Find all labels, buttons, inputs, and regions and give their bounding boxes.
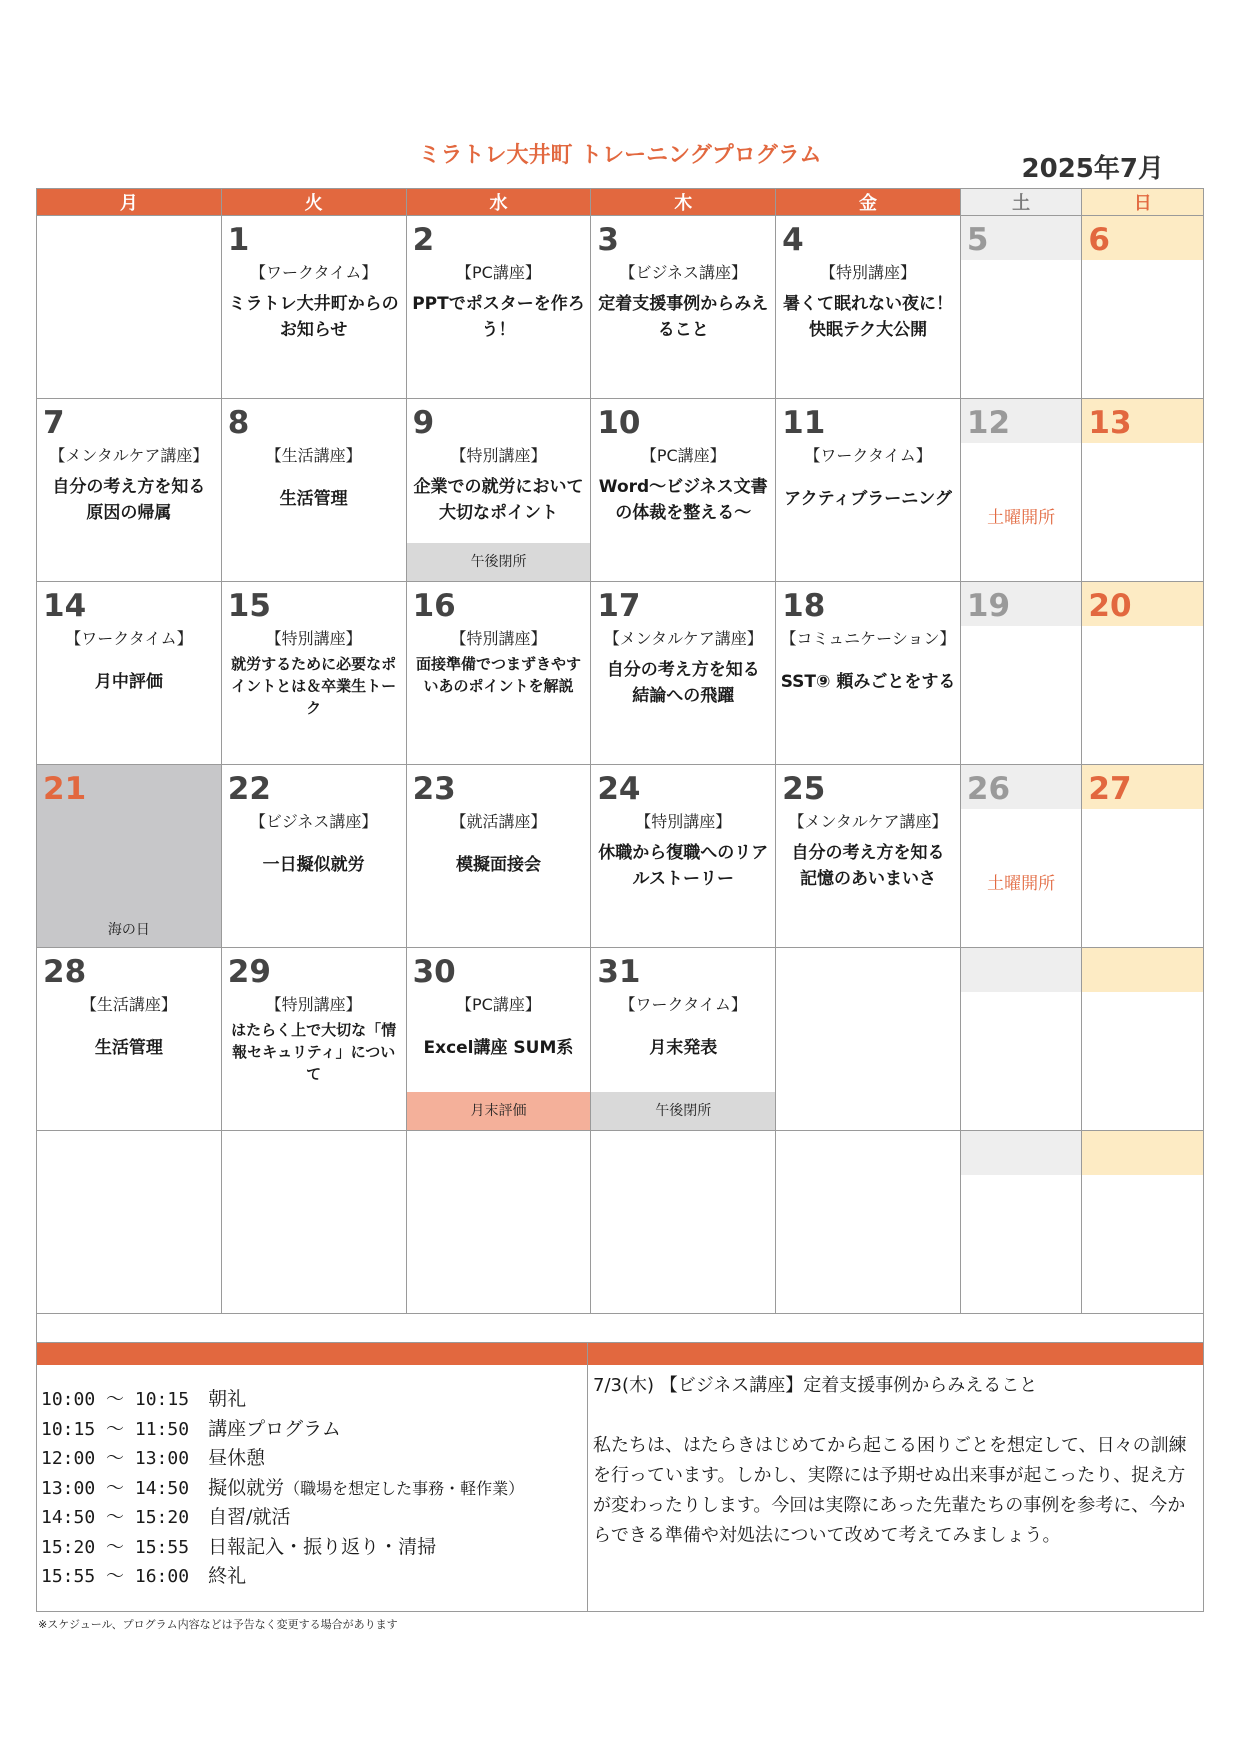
day-number: 22 [227, 771, 271, 807]
event-category: 【ワークタイム】 [249, 263, 378, 282]
day-number: 3 [597, 222, 619, 258]
day-cell [221, 765, 406, 948]
week-row [37, 948, 1204, 1131]
event-title: 企業での就労において大切なポイント [413, 477, 584, 523]
day-cell [221, 948, 406, 1131]
day-number: 6 [1088, 222, 1110, 258]
weekday-wed: 水 [406, 189, 591, 216]
schedule-time: 10:15 ～ 11:50 [41, 1418, 190, 1440]
schedule-time: 12:00 ～ 13:00 [41, 1448, 190, 1469]
day-cell [591, 216, 776, 399]
day-number: 15 [227, 588, 271, 624]
event-category: 【コミュニケーション】 [780, 629, 956, 648]
schedule-label: 昼休憩 [208, 1447, 266, 1469]
schedule-label: 終礼 [208, 1565, 247, 1587]
page-title: ミラトレ大井町 トレーニングプログラム [418, 143, 822, 168]
event-category: 【ワークタイム】 [619, 995, 747, 1014]
event-title: 月中評価 [94, 672, 163, 692]
day-number: 8 [227, 405, 250, 441]
saturday-band [961, 1131, 1082, 1175]
day-cell [591, 948, 776, 1131]
day-cell-empty [37, 216, 222, 399]
evaluation-note: 月末評価 [407, 1092, 591, 1130]
description-body: 私たちは、はたらきはじめてから起こる困りごとを想定して、日々の訓練を行っています。しかし、実際には予期せぬ出来事が起こったり、捉え方が変わったりします。今回は実際にあった先輩たちの事例を参考に、今からできる準備や対処法について改めて考えてみましょう。 [593, 1435, 1187, 1546]
event-category: 【特別講座】 [265, 995, 362, 1014]
schedule-row [41, 1562, 524, 1592]
event-category: 【特別講座】 [450, 629, 547, 648]
info-divider [587, 1343, 588, 1611]
day-number: 5 [966, 222, 989, 258]
day-number: 9 [412, 405, 435, 441]
week-row [37, 216, 1204, 399]
day-number: 17 [597, 588, 641, 624]
holiday-name: 海の日 [107, 922, 150, 938]
week-row [37, 582, 1204, 765]
program-description [593, 1371, 1198, 1551]
event-category: 【メンタルケア講座】 [49, 446, 209, 465]
day-number: 14 [43, 588, 87, 624]
footnote: ※スケジュール、プログラム内容などは予告なく変更する場合があります [38, 1618, 398, 1631]
sunday-cell [1082, 399, 1204, 582]
event-category: 【PC講座】 [456, 263, 541, 282]
holiday-cell [37, 765, 222, 948]
schedule-time: 14:50 ～ 15:20 [41, 1507, 190, 1528]
event-title: SST⑨ 頼みごとをする [780, 672, 956, 692]
sunday-cell [1082, 582, 1204, 765]
day-number: 21 [43, 771, 87, 807]
schedule-sublabel: （職場を想定した事務・軽作業） [284, 1478, 525, 1498]
day-cell [221, 582, 406, 765]
day-cell [37, 582, 222, 765]
day-number: 20 [1088, 588, 1132, 624]
event-title: はたらく上で大切な「情報セキュリティ」について [231, 1021, 397, 1083]
event-category: 【PC講座】 [640, 446, 726, 465]
schedule-row [41, 1533, 524, 1563]
event-category: 【就活講座】 [450, 812, 547, 831]
saturday-cell [960, 216, 1082, 399]
event-category: 【特別講座】 [635, 812, 732, 831]
event-title: 休職から復職へのリアルストーリー [598, 843, 769, 889]
day-cell [37, 399, 222, 582]
info-header-bar [37, 1343, 1203, 1365]
schedule-row [41, 1474, 524, 1504]
day-number: 13 [1088, 405, 1132, 441]
day-number: 18 [782, 588, 826, 624]
info-panel [36, 1342, 1204, 1612]
daily-schedule [41, 1385, 524, 1592]
event-title: ミラトレ大井町からのお知らせ [228, 294, 399, 340]
day-cell-empty [591, 1131, 776, 1314]
closing-note: 午後閉所 [407, 543, 591, 581]
schedule-row [41, 1415, 524, 1445]
weekday-mon: 月 [37, 189, 222, 216]
schedule-label: 擬似就労 [208, 1476, 285, 1499]
schedule-label: 自習/就活 [208, 1506, 291, 1528]
sunday-cell [1082, 216, 1204, 399]
saturday-cell [960, 765, 1082, 948]
event-title: 一日擬似就労 [262, 855, 365, 875]
sunday-cell [1082, 1131, 1204, 1314]
schedule-row [41, 1503, 524, 1533]
event-title: 暑くて眠れない夜に！快眠テク大公開 [783, 294, 954, 340]
day-number: 29 [227, 954, 271, 990]
event-category: 【特別講座】 [265, 629, 362, 648]
day-cell [406, 948, 591, 1131]
weekday-sat: 土 [960, 189, 1082, 216]
event-category: 【特別講座】 [450, 446, 547, 465]
event-title: PPTでポスターを作ろう！ [412, 294, 585, 340]
schedule-time: 10:00 ～ 10:15 [41, 1389, 190, 1410]
event-title: 模擬面接会 [455, 855, 541, 875]
event-title: 自分の考え方を知る 結論への飛躍 [606, 660, 760, 706]
day-cell [406, 582, 591, 765]
day-cell [591, 765, 776, 948]
event-category: 【メンタルケア講座】 [788, 812, 948, 831]
day-cell [406, 399, 591, 582]
closing-note: 午後閉所 [591, 1092, 775, 1130]
event-category: 【メンタルケア講座】 [603, 629, 763, 648]
day-number: 16 [412, 588, 456, 624]
event-title: 月末発表 [649, 1038, 718, 1058]
day-cell [776, 216, 961, 399]
day-number: 7 [43, 405, 65, 441]
day-cell [776, 765, 961, 948]
description-heading: 7/3(木) 【ビジネス講座】定着支援事例からみえること [593, 1375, 1038, 1396]
event-category: 【生活講座】 [80, 995, 177, 1014]
day-number: 25 [782, 771, 826, 807]
week-row [37, 765, 1204, 948]
day-number: 31 [597, 954, 641, 990]
day-cell [591, 582, 776, 765]
day-number: 1 [227, 222, 250, 258]
schedule-label: 朝礼 [208, 1388, 247, 1410]
month-label: 2025年7月 [1021, 154, 1164, 184]
day-cell [776, 399, 961, 582]
event-category: 【ビジネス講座】 [249, 812, 378, 831]
schedule-time: 15:55 ～ 16:00 [41, 1566, 190, 1587]
saturday-cell [960, 1131, 1082, 1314]
day-cell-empty [776, 948, 961, 1131]
week-row-empty [37, 1131, 1204, 1314]
event-title: 生活管理 [279, 489, 348, 509]
spacer-row [36, 1309, 1204, 1343]
event-title: 面接準備でつまずきやすいあのポイントを解説 [415, 655, 581, 695]
day-number: 23 [412, 771, 456, 807]
sunday-band [1082, 1131, 1203, 1175]
day-cell [406, 216, 591, 399]
day-cell [776, 582, 961, 765]
week-row [37, 399, 1204, 582]
weekday-tue: 火 [221, 189, 406, 216]
day-number: 12 [966, 405, 1011, 441]
schedule-time: 15:20 ～ 15:55 [41, 1536, 190, 1558]
day-number: 4 [782, 222, 804, 258]
day-number: 28 [43, 954, 87, 990]
event-category: 【ワークタイム】 [804, 446, 932, 465]
day-number: 24 [597, 771, 641, 807]
day-number: 10 [597, 405, 641, 441]
sunday-band [1082, 948, 1203, 992]
event-category: 【特別講座】 [820, 263, 917, 282]
day-number: 26 [966, 771, 1011, 807]
event-title: 定着支援事例からみえること [598, 294, 769, 340]
saturday-cell [960, 948, 1082, 1131]
event-category: 【生活講座】 [265, 446, 362, 465]
event-category: 【PC講座】 [456, 995, 541, 1014]
event-title: Word～ビジネス文書の体裁を整える～ [598, 477, 768, 523]
saturday-band [961, 948, 1082, 992]
day-number: 11 [782, 405, 826, 441]
day-cell-empty [406, 1131, 591, 1314]
event-category: 【ワークタイム】 [65, 629, 193, 648]
day-number: 27 [1088, 771, 1132, 807]
saturday-open-note: 土曜開所 [987, 874, 1056, 894]
weekday-thu: 木 [591, 189, 776, 216]
event-category: 【ビジネス講座】 [619, 263, 747, 282]
sunday-cell [1082, 948, 1204, 1131]
event-title: Excel講座 SUM系 [423, 1038, 574, 1058]
day-cell-empty [221, 1131, 406, 1314]
day-number: 2 [412, 222, 435, 258]
day-cell [591, 399, 776, 582]
day-cell [221, 399, 406, 582]
sunday-cell [1082, 765, 1204, 948]
event-title: 自分の考え方を知る 原因の帰属 [52, 477, 206, 523]
day-cell [406, 765, 591, 948]
day-number: 30 [412, 954, 456, 990]
day-cell [37, 948, 222, 1131]
schedule-row [41, 1444, 524, 1474]
weekday-sun: 日 [1082, 189, 1204, 216]
schedule-row [41, 1385, 524, 1415]
saturday-cell [960, 399, 1082, 582]
saturday-open-note: 土曜開所 [987, 508, 1056, 528]
day-cell-empty [776, 1131, 961, 1314]
event-title: 自分の考え方を知る 記憶のあいまいさ [791, 843, 945, 889]
schedule-label: 講座プログラム [208, 1417, 341, 1440]
event-title: 就労するために必要なポイントとは＆卒業生トーク [231, 655, 397, 717]
saturday-cell [960, 582, 1082, 765]
schedule-time: 13:00 ～ 14:50 [41, 1477, 190, 1499]
event-title: アクティブラーニング [784, 489, 952, 509]
weekday-header [37, 189, 1204, 216]
weekday-fri: 金 [776, 189, 961, 216]
schedule-label: 日報記入・振り返り・清掃 [208, 1535, 437, 1558]
day-cell [221, 216, 406, 399]
day-cell-empty [37, 1131, 222, 1314]
day-number: 19 [966, 588, 1011, 624]
event-title: 生活管理 [94, 1038, 163, 1058]
calendar-grid [36, 188, 1204, 1314]
